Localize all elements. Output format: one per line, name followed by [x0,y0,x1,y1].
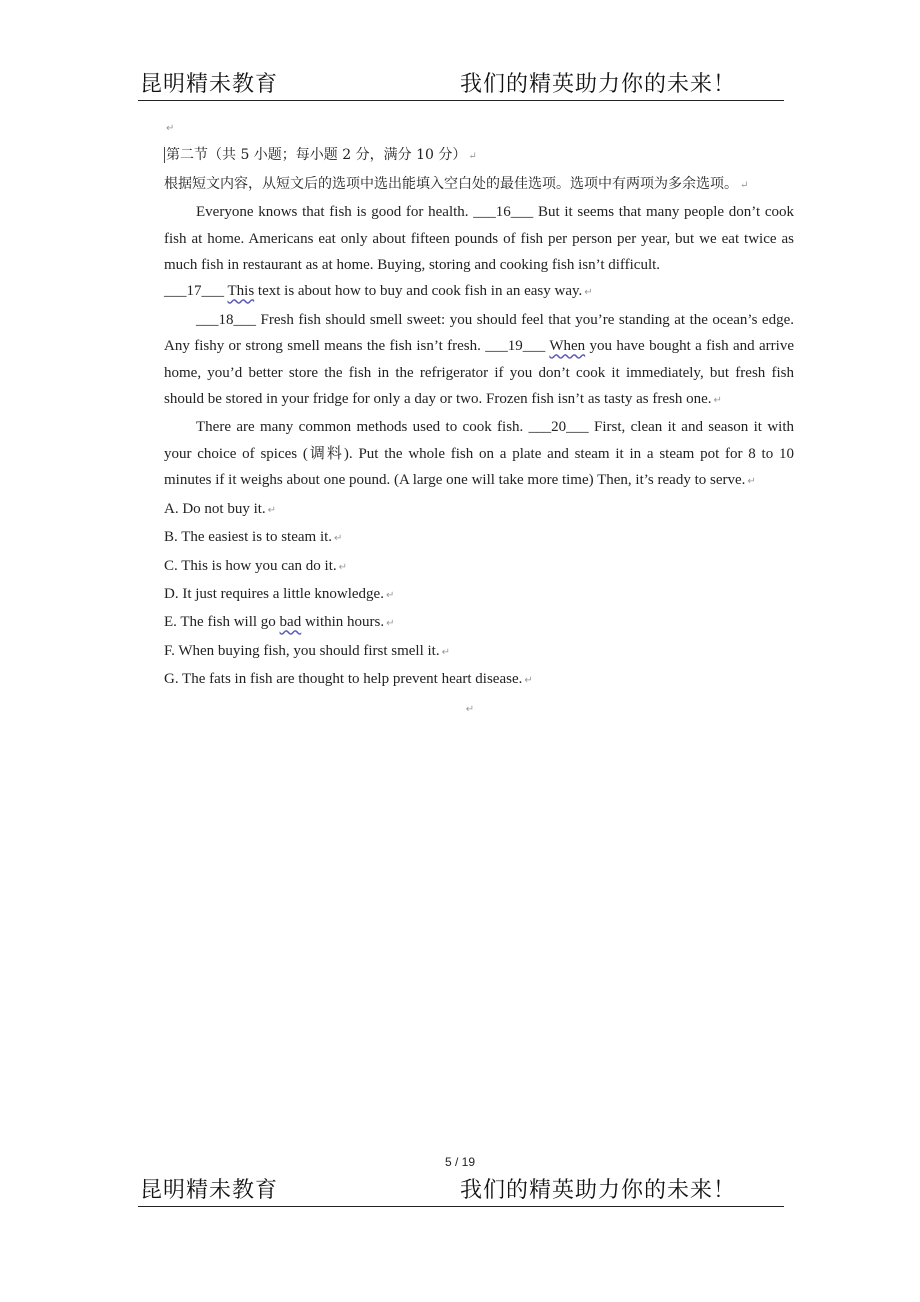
option-f: F. When buying fish, you should first smell it. ↵ [164,642,450,659]
spellcheck-word: When [549,338,586,355]
passage-paragraph-2: ___18___ Fresh fish should smell sweet: you should feel that you’re standing at the ocean’s edge. Any fishy or strong smell means the fish isn’t fresh. ___19___ When you have bought a fish and arrive home, you’d better store the fish in the refrigerator if you don’t cook it immediately, but fresh fish should be stored in your fridge for only a day or two. Frozen fish isn’t as tasty as fresh one. ↵ [164,311,794,408]
text-cursor: 第二节（共 5 小题；每小题 2 分，满分 10 分） [166,147,467,164]
option-c: C. This is how you can do it. ↵ [164,557,348,574]
section-title: 第二节（共 5 小题；每小题 2 分，满分 10 分） ↵ [166,147,477,164]
option-b: B. The easiest is to steam it. ↵ [164,529,343,546]
option-a: A. Do not buy it. ↵ [164,500,277,517]
passage-paragraph-1: Everyone knows that fish is good for health. ___16___ But it seems that many people don’t cook fish at home. Americans eat only about fifteen pounds of fish per person per year, but we eat twice as much fish in restaurant as at home. Buying, storing and cooking fish isn’t difficult. ___17___ This text is about how to buy and cook fish in an easy way. ↵ [164,204,794,300]
option-e: E. The fish will go bad within hours. ↵ [164,614,395,631]
footer-org: 昆明精未教育 [140,1178,279,1203]
document-body [164,114,794,723]
option-g: G. The fats in fish are thought to help prevent heart disease. ↵ [164,671,533,688]
page-number: 5 / 19 [444,1155,476,1169]
empty-paragraph: ↵ [465,703,475,715]
page-footer [138,1176,784,1207]
header-org: 昆明精未教育 [140,72,279,97]
empty-paragraph: ↵ [166,123,175,134]
footer-slogan: 我们的精英助力你的未来！ [460,1178,737,1203]
option-d: D. It just requires a little knowledge. ↵ [164,585,395,602]
section-instruction: 根据短文内容，从短文后的选项中选出能填入空白处的最佳选项。选项中有两项为多余选项。 ↵ [164,175,749,192]
page-header [138,70,784,101]
spellcheck-word: This [227,283,255,300]
header-slogan: 我们的精英助力你的未来！ [460,72,737,97]
spellcheck-word: bad [279,614,302,631]
passage-paragraph-3: There are many common methods used to cook fish. ___20___ First, clean it and season it with your choice of spices (调料). Put the whole fish on a plate and steam it in a steam pot for 8 to 10 minutes if it weighs about one pound. (A large one will take more time) Then, it’s ready to serve. ↵ [164,419,794,489]
